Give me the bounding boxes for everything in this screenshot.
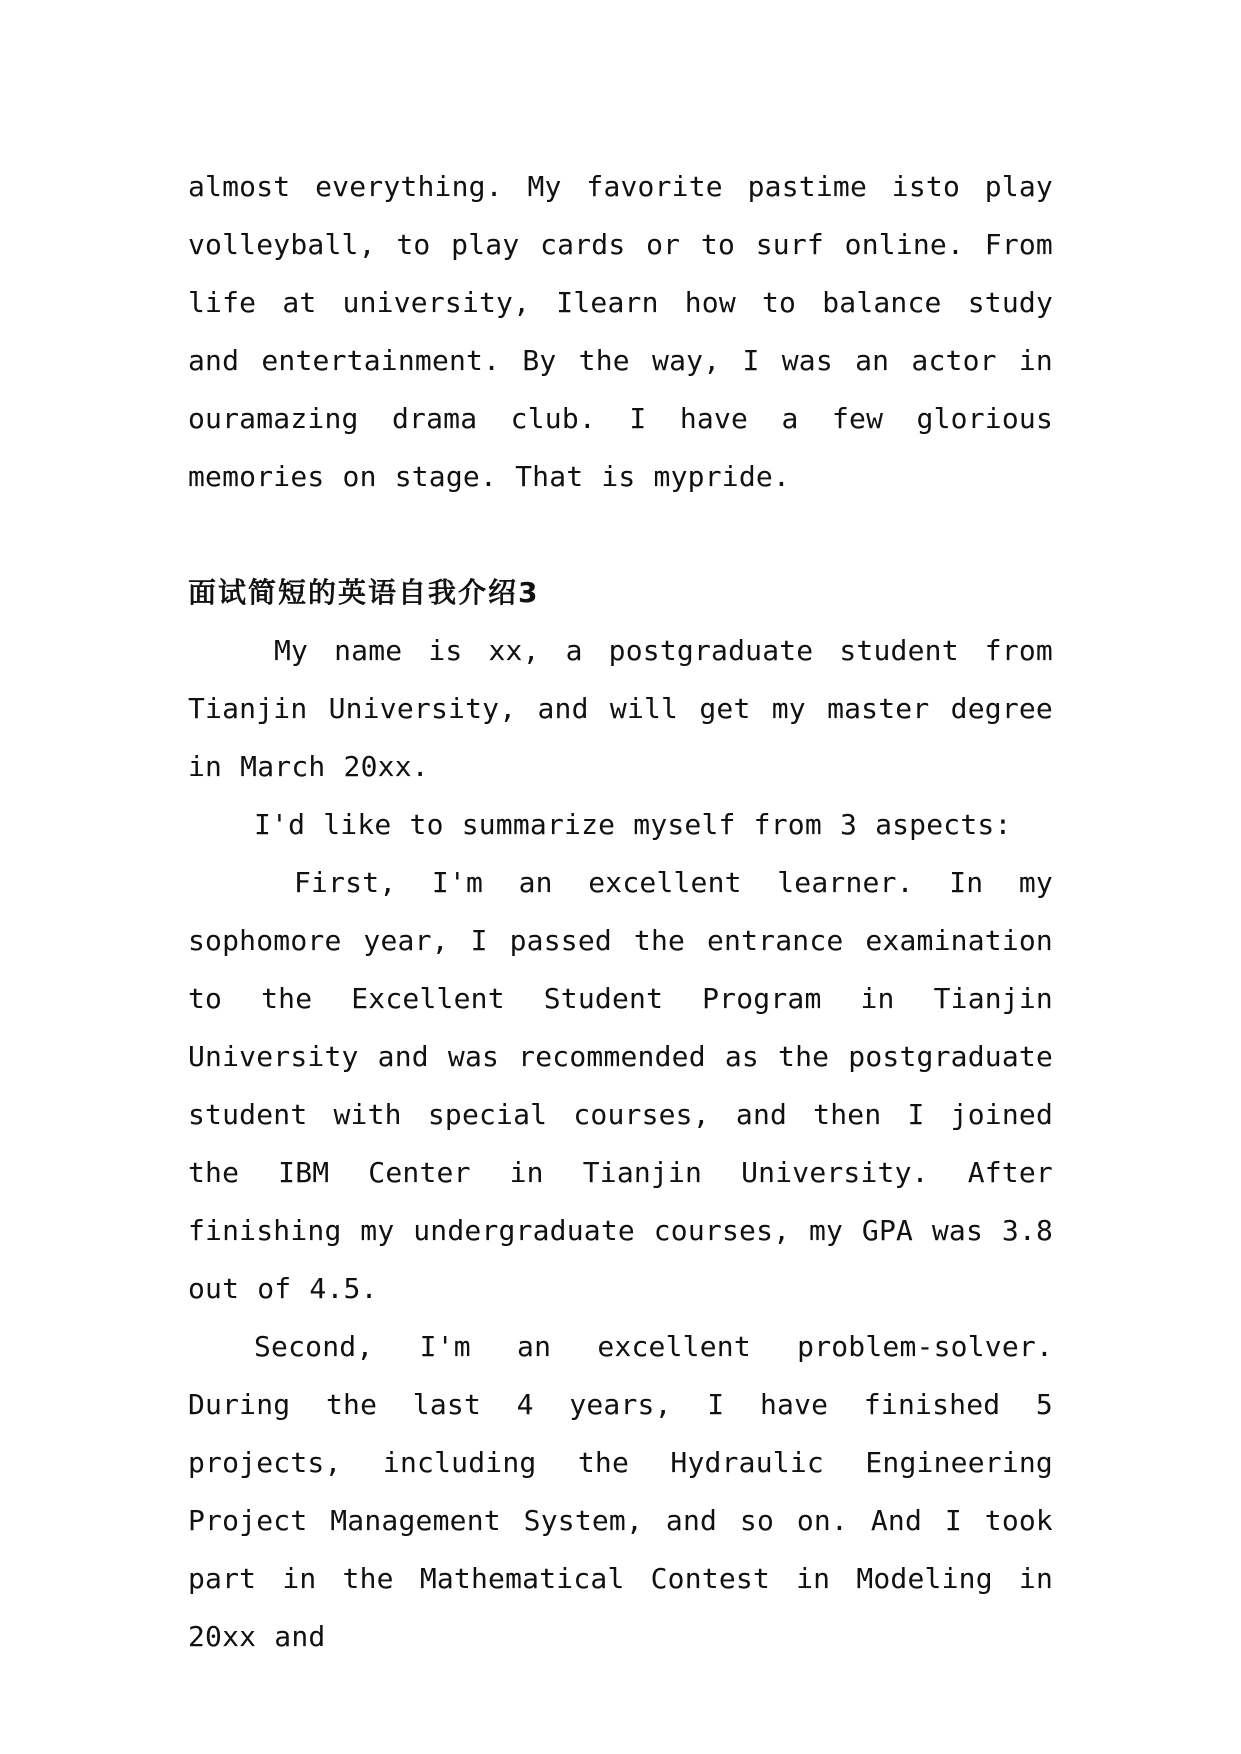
document-page <box>188 158 1053 1666</box>
paragraph-summary-intro: I'd like to summarize myself from 3 aspects: <box>254 808 1012 841</box>
paragraph-first-aspect: First, I'm an excellent learner. In my sophomore year, I passed the entrance examination to the Excellent Student Program in Tianjin University and was recommended as the postgraduate student with special courses, and then I joined the IBM Center in Tianjin University. After finishing my undergraduate courses, my GPA was 3.8 out of 4.5. <box>188 866 1053 1305</box>
section-heading-3: 面试简短的英语自我介绍3 <box>188 576 540 609</box>
paragraph-gap <box>188 506 1053 564</box>
paragraph-name-intro: My name is xx, a postgraduate student from Tianjin University, and will get my master degree in March 20xx. <box>188 634 1053 783</box>
paragraph-intro-continuation: almost everything. My favorite pastime isto play volleyball, to play cards or to surf online. From life at university, Ilearn how to balance study and entertainment. By the way, I was an actor in ouramazing drama club. I have a few glorious memories on stage. That is mypride. <box>188 170 1053 493</box>
paragraph-second-aspect: Second, I'm an excellent problem-solver. During the last 4 years, I have finished 5 projects, including the Hydraulic Engineering Project Management System, and so on. And I took part in the Mathematical Contest in Modeling in 20xx and <box>188 1330 1053 1653</box>
